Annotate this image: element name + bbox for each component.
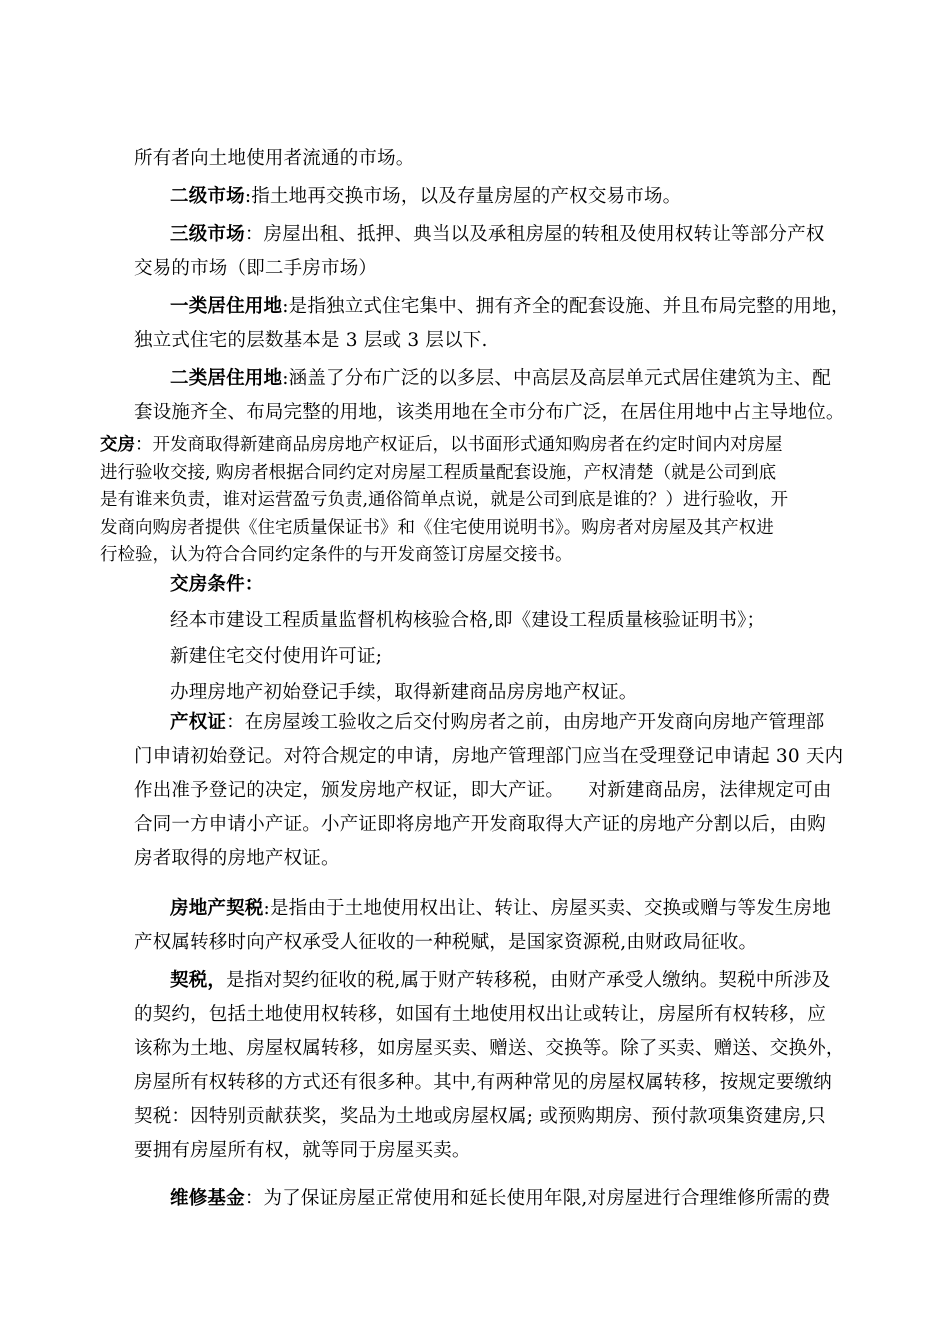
condition-item-initial-registration	[170, 676, 638, 710]
text-line: 行检验，认为符合合同约定条件的与开发商签订房屋交接书。	[100, 545, 573, 565]
definition-text: 是指对契约征收的税,属于财产转移税，由财产承受人缴纳。契税中所涉及	[226, 970, 831, 991]
text-line: 新建住宅交付使用许可证;	[170, 646, 383, 667]
text-line	[134, 290, 850, 324]
text-line: 作出准予登记的决定，颁发房地产权证，即大产证。 对新建商品房，法律规定可由	[134, 780, 832, 801]
definition-text: ：在房屋竣工验收之后交付购房者之前，由房地产开发商向房地产管理部	[226, 712, 825, 733]
text-line: 产权属转移时向产权承受人征收的一种税赋，是国家资源税,由财政局征收。	[134, 932, 758, 953]
paragraph-property-certificate	[134, 706, 843, 876]
text-line: 的契约，包括土地使用权转移，如国有土地使用权出让或转让，房屋所有权转移，应	[134, 1004, 826, 1025]
text-line: 合同一方申请小产证。小产证即将房地产开发商取得大产证的房地产分割以后，由购	[134, 814, 826, 835]
definition-text: ：开发商取得新建商品房房地产权证后，以书面形式通知购房者在约定时间内对房屋	[135, 435, 783, 455]
definition-text: ：为了保证房屋正常使用和延长使用年限,对房屋进行合理维修所需的费	[244, 1188, 831, 1209]
condition-item-quality-certificate	[170, 604, 765, 638]
term-tertiary-market: 三级市场	[170, 224, 245, 245]
text-line: 办理房地产初始登记手续，取得新建商品房房地产权证。	[170, 682, 638, 703]
text-line: 独立式住宅的层数基本是 3 层或 3 层以下.	[134, 330, 488, 351]
text-line: 房者取得的房地产权证。	[134, 848, 340, 869]
paragraph-handover	[100, 432, 788, 570]
paragraph-class-two-residential	[134, 362, 845, 430]
definition-text: :是指独立式住宅集中、拥有齐全的配套设施、并且布局完整的用地，	[282, 296, 850, 317]
term-maintenance-fund: 维修基金	[170, 1188, 245, 1209]
text-line	[134, 706, 843, 740]
text-line	[134, 362, 845, 396]
definition-text: :是指由于土地使用权出让、转让、房屋买卖、交换或赠与等发生房地	[263, 898, 831, 919]
text-line: 交易的市场（即二手房市场）	[134, 258, 378, 279]
text-line: 进行验收交接, 购房者根据合同约定对房屋工程质量配套设施，产权清楚（就是公司到底	[100, 462, 777, 483]
paragraph-deed-tax	[134, 964, 845, 1168]
text-line	[100, 432, 788, 460]
paragraph-market-continuation	[134, 142, 415, 176]
text-line: 要拥有房屋所有权，就等同于房屋买卖。	[134, 1140, 471, 1161]
text-line: 门申请初始登记。对符合规定的申请，房地产管理部门应当在受理登记申请起 30 天内	[134, 746, 844, 767]
definition-text: ：房屋出租、抵押、典当以及承租房屋的转租及使用权转让等部分产权	[244, 224, 825, 245]
text-line: 发商向购房者提供《住宅质量保证书》和《住宅使用说明书》。购房者对房屋及其产权进	[100, 517, 774, 538]
term-deed-tax: 契税，	[170, 970, 227, 991]
text-line: 所有者向土地使用者流通的市场。	[134, 148, 415, 169]
text-line: 经本市建设工程质量监督机构核验合格,即《建设工程质量核验证明书》；	[170, 610, 766, 631]
paragraph-secondary-market	[170, 180, 681, 214]
paragraph-maintenance-fund	[134, 1182, 831, 1216]
paragraph-real-estate-deed-tax	[134, 892, 831, 960]
paragraph-class-one-residential	[134, 290, 850, 358]
definition-text: :指土地再交换市场，以及存量房屋的产权交易市场。	[244, 186, 682, 207]
term-property-certificate: 产权证	[170, 712, 227, 733]
term-handover-conditions: 交房条件：	[170, 574, 264, 595]
text-line: 是有谁来负责，谁对运营盈亏负责,通俗简单点说，就是公司到底是谁的？）进行验收，开	[100, 490, 789, 510]
text-line: 套设施齐全、布局完整的用地，该类用地在全市分布广泛，在居住用地中占主导地位。	[134, 402, 845, 423]
condition-item-delivery-permit	[170, 640, 382, 674]
text-line	[134, 964, 845, 998]
text-line: 契税：因特别贡献获奖，奖品为土地或房屋权属; 或预购期房、预付款项集资建房,只	[134, 1106, 826, 1127]
term-secondary-market: 二级市场	[170, 186, 245, 207]
text-line	[134, 1182, 831, 1216]
paragraph-tertiary-market	[134, 218, 825, 286]
text-line	[134, 218, 825, 252]
text-line	[134, 892, 831, 926]
text-line	[170, 180, 681, 214]
text-line: 房屋所有权转移的方式还有很多种。其中,有两种常见的房屋权属转移，按规定要缴纳	[134, 1072, 832, 1093]
definition-text: :涵盖了分布广泛的以多层、中高层及高层单元式居住建筑为主、配	[282, 368, 831, 389]
term-class-one-residential: 一类居住用地	[170, 296, 283, 317]
term-class-two-residential: 二类居住用地	[170, 368, 283, 389]
term-real-estate-deed-tax: 房地产契税	[170, 898, 264, 919]
term-handover: 交房	[100, 435, 135, 455]
paragraph-handover-conditions	[170, 568, 264, 602]
text-line: 该称为土地、房屋权属转移，如房屋买卖、赠送、交换等。除了买卖、赠送、交换外，	[134, 1038, 845, 1059]
